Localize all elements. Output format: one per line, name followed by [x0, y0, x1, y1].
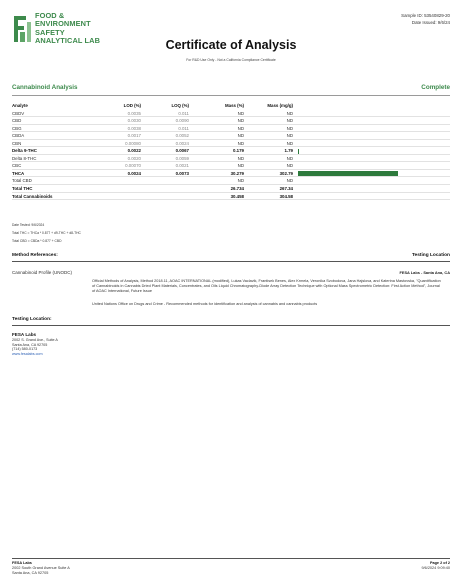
logo-line: ENVIRONMENT [35, 19, 91, 29]
table-body [12, 110, 450, 201]
lod-cell: 0.0017 [127, 133, 141, 139]
lod-cell: 0.00070 [125, 163, 141, 169]
col-lod: LOD (%) [123, 103, 141, 108]
loq-cell: 0.011 [178, 110, 189, 116]
loq-cell: 0.0024 [175, 140, 189, 146]
analyte-cell: CBG [12, 125, 22, 131]
table-row [12, 155, 450, 163]
date-issued: Date Issued: 9/6/24 [411, 20, 450, 25]
logo-line: ANALYTICAL LAB [35, 36, 101, 46]
mass-mgg-cell: ND [286, 163, 293, 169]
lod-cell: 0.0020 [127, 155, 141, 161]
mass-pct-cell: 26.734 [230, 186, 244, 192]
analyte-cell: CBD [12, 118, 22, 124]
analyte-cell: CBC [12, 163, 22, 169]
lod-cell: 0.0024 [127, 170, 141, 176]
col-loq: LOQ (%) [171, 103, 189, 108]
lab-website-link[interactable]: www.fesalabs.com [12, 352, 43, 357]
mass-mgg-cell: ND [286, 155, 293, 161]
page-number: Page 2 of 2 [429, 561, 450, 565]
mass-pct-cell: ND [237, 133, 244, 139]
total-thc-formula: Total THC = THCa * 0.877 + d9-THC + d8-THC [12, 231, 81, 236]
table-row [12, 117, 450, 125]
table-row [12, 132, 450, 140]
page-title: Certificate of Analysis [165, 38, 297, 52]
mass-pct-cell: ND [237, 125, 244, 131]
table-row [12, 147, 450, 155]
mass-mgg-cell: ND [286, 178, 293, 184]
mass-mgg-cell: ND [286, 118, 293, 124]
mass-pct-cell: ND [237, 163, 244, 169]
method-description-unodc: United Nations Office on Drugs and Crime - Recommended methods for identification and analysis of cannabis and cannabis products [92, 302, 318, 306]
mass-mgg-cell: 304.58 [279, 193, 293, 199]
cannabinoid-table [12, 102, 450, 200]
total-cbd-formula: Total CBD = CBDa * 0.877 + CBD [12, 239, 62, 244]
testing-location-header: Testing Location [411, 253, 450, 258]
analyte-cell: Total Cannabinoids [12, 193, 53, 199]
mass-mgg-cell: ND [286, 125, 293, 131]
analyte-cell: CBDA [12, 133, 25, 139]
method-references-label: Method References: [12, 253, 58, 258]
cannabinoid-section-title: Cannabinoid Analysis [12, 84, 78, 91]
col-mass-mgg: Mass (mg/g) [267, 103, 293, 108]
loq-cell: 0.0067 [175, 148, 189, 154]
footer-lab-name: FESA Labs [12, 561, 32, 565]
logo-line: FOOD & [35, 11, 65, 20]
mass-mgg-cell: 302.79 [279, 170, 293, 176]
total-row [12, 185, 450, 193]
lod-cell: 0.0030 [127, 118, 141, 124]
loq-cell: 0.011 [178, 125, 189, 131]
mass-pct-cell: 30.458 [230, 193, 244, 199]
mass-pct-cell: ND [237, 110, 244, 116]
table-row [12, 110, 450, 118]
mass-pct-cell: 0.179 [233, 148, 244, 154]
header-meta [310, 12, 450, 26]
date-tested: Date Tested: 9/6/2024 [12, 223, 45, 227]
testing-location-block [12, 333, 58, 357]
analyte-cell: CBDV [12, 110, 25, 116]
footer-address-line1: 2002 South Grand Avenue Suite A [12, 566, 70, 570]
col-mass-pct: Mass (%) [224, 103, 244, 108]
lod-cell: 0.0035 [127, 110, 141, 116]
loq-cell: 0.0090 [175, 118, 189, 124]
table-row [12, 140, 450, 148]
analyte-cell: Total CBD [12, 178, 32, 184]
analyte-cell: Total THC [12, 186, 33, 192]
table-row [12, 125, 450, 133]
lod-cell: 0.00080 [125, 140, 141, 146]
mass-mgg-cell: 267.34 [279, 186, 293, 192]
method-name: Cannabinoid Profile (UNODC) [12, 270, 73, 275]
mass-mgg-cell: ND [286, 110, 293, 116]
lab-phone: (714) 580-0173 [12, 347, 38, 352]
mass-pct-cell: ND [237, 118, 244, 124]
method-lab: FESA Labs - Santa Ana, CA [399, 270, 450, 275]
total-row [12, 177, 450, 185]
page-subtitle: For R&D Use Only - Not a California Compliance Certificate [186, 58, 276, 62]
table-row [12, 162, 450, 170]
lab-name: FESA Labs [12, 332, 37, 337]
col-analyte: Analyte [12, 103, 28, 108]
testing-location-label: Testing Location: [12, 317, 52, 322]
mass-mgg-cell: 1.79 [284, 148, 293, 154]
method-divider [12, 261, 450, 262]
analyte-cell: Delta 9-THC [12, 148, 37, 154]
lod-cell: 0.0038 [127, 125, 141, 131]
loq-cell: 0.0021 [175, 163, 189, 169]
loq-cell: 0.0052 [175, 133, 189, 139]
mass-pct-cell: 30.279 [230, 170, 244, 176]
mass-pct-cell: ND [237, 155, 244, 161]
loq-cell: 0.0073 [175, 170, 189, 176]
logo-line: SAFETY [35, 27, 65, 37]
lod-cell: 0.0022 [127, 148, 141, 154]
analyte-cell: CBN [12, 140, 22, 146]
table-header [12, 102, 450, 110]
mass-mgg-cell: ND [286, 140, 293, 146]
status-badge: Complete [421, 84, 450, 91]
footer-meta [421, 561, 450, 571]
section-divider [12, 95, 450, 96]
mass-pct-cell: ND [237, 140, 244, 146]
analyte-cell: Delta 8-THC [12, 155, 37, 161]
location-divider [12, 325, 450, 326]
total-row [12, 193, 450, 201]
calc-notes [12, 221, 81, 246]
lab-address-line1: 2002 S. Grand Ave., Suite A [12, 337, 58, 342]
lab-address-line2: Santa Ana, CA 92705 [12, 342, 48, 347]
footer-address [12, 561, 70, 576]
method-description: Official Methods of Analysis, Method 2018.11, AOAC INTERNATIONAL (modified), Lukas Vaclavik, Frantisek Benes, Alex Krmela, Veronika Svobodova, Jana Hajslova, and Katerina Mastovska, "Quantification of Cannabinoids in Cannabis Dried Plant Materials, Concentrates, and Oils Liquid Chromatography-Diode Array Detection Technique with Optional Mass Spectrometric Detection: First Action Method", Journal of AOAC International, Future Issue [92, 279, 441, 294]
mass-mgg-cell: ND [286, 133, 293, 139]
mass-bar [298, 149, 299, 154]
footer-timestamp: 9/6/2024 9:09:40 [421, 566, 450, 570]
footer-address-line2: Santa Ana, CA 92705 [12, 571, 49, 575]
footer-divider [12, 558, 450, 559]
loq-cell: 0.0059 [175, 155, 189, 161]
table-row [12, 170, 450, 178]
sample-id: Sample ID: 53540829-20 [401, 13, 450, 18]
mass-bar [298, 171, 398, 176]
mass-pct-cell: ND [237, 178, 244, 184]
analyte-cell: THCA [12, 170, 25, 176]
